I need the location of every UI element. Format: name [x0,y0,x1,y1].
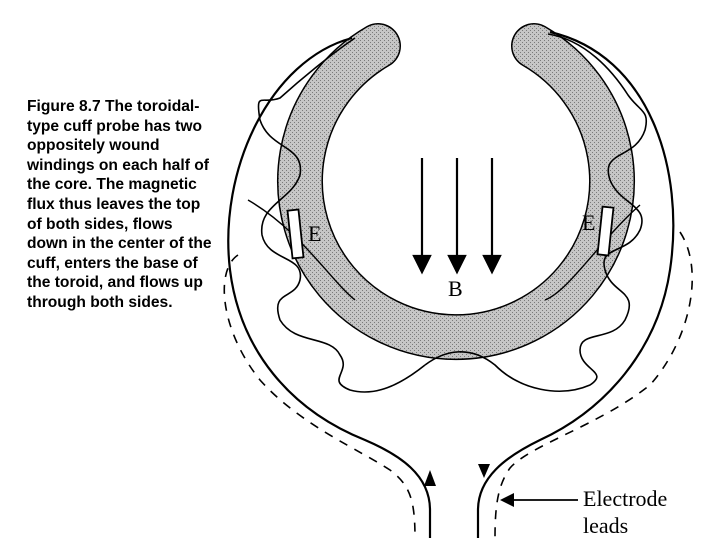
figure-caption: Figure 8.7 The toroidal-type cuff probe has two oppositely wound windings on each half of the core. The magnetic flux thus leaves the top of both sides, flows down in the center of the cuff, enters the base of the toroid, and flows up through both sides. [27,98,212,311]
leads-pointer-arrow [500,493,514,507]
lead-arrow-down-right [478,464,490,478]
lead-arrow-up-left [424,470,436,486]
leads-label-line1: Electrode [583,486,668,511]
electrode-right-label: E [582,210,596,235]
field-arrows [414,158,500,272]
leads-label-line2: leads [583,513,629,538]
electrode-left-label: E [308,221,322,246]
field-label: B [448,276,463,301]
